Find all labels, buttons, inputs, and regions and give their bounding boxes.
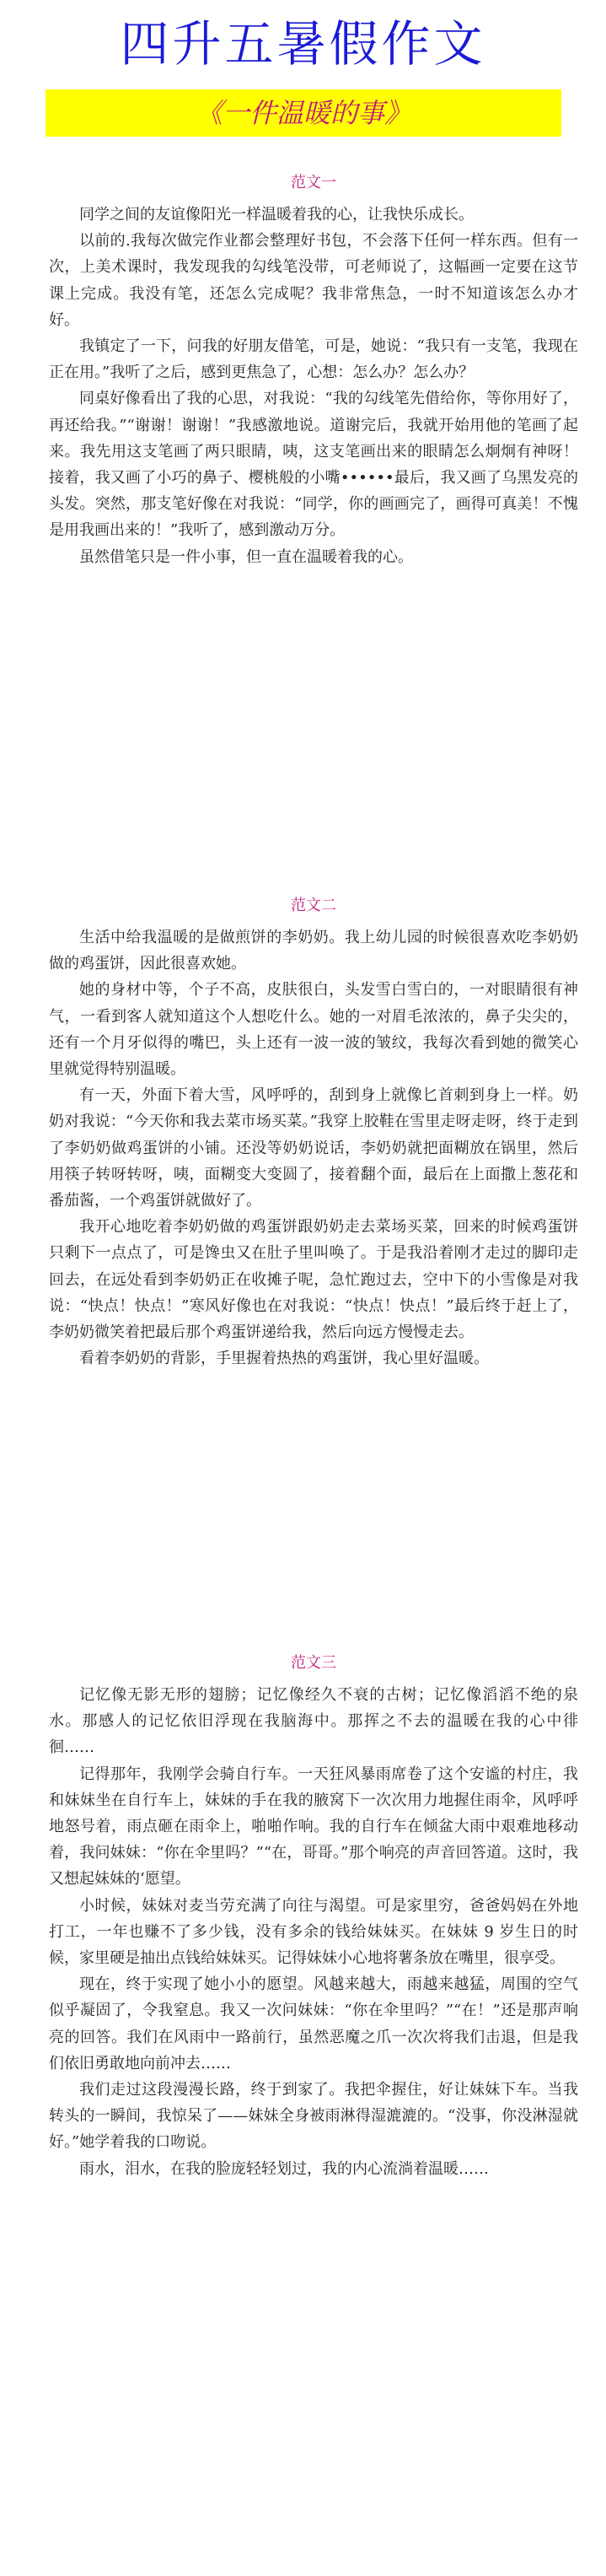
paragraph: 以前的.我每次做完作业都会整理好书包，不会落下任何一样东西。但有一次，上美术课时，我发现我的勾线笔没带，可老师说了，这幅画一定要在这节课上完成。我没有笔，还怎么完成呢？我非常焦急，一时不知道该怎么办才好。 <box>49 232 578 329</box>
paragraph: 生活中给我温暖的是做煎饼的李奶奶。我上幼儿园的时候很喜欢吃李奶奶做的鸡蛋饼，因此很喜欢她。 <box>49 929 578 973</box>
essay-heading: 范文三 <box>291 1654 336 1672</box>
page-title: 四升五暑假作文 <box>120 15 486 73</box>
paragraph: 我镇定了一下，问我的好朋友借笔，可是，她说：“我只有一支笔，我现在正在用。”我听了之后，感到更焦急了，心想：怎么办？怎么办？ <box>49 337 578 382</box>
paragraph: 有一天，外面下着大雪，风呼呼的，刮到身上就像匕首刺到身上一样。奶奶对我说：“今天你和我去菜市场买菜。”我穿上胶鞋在雪里走呀走呀，终于走到了李奶奶做鸡蛋饼的小铺。还没等奶奶说话，李奶奶就把面糊放在锅里，然后用筷子转呀转呀，咦，面糊变大变圆了，接着翻个面，最后在上面撒上葱花和番茄酱，一个鸡蛋饼就做好了。 <box>49 1086 578 1210</box>
essay-two <box>49 894 578 1372</box>
subtitle-banner <box>46 89 561 137</box>
paragraph: 记忆像无影无形的翅膀；记忆像经久不衰的古树；记忆像滔滔不绝的泉水。那感人的记忆依旧浮现在我脑海中。那挥之不去的温暖在我的心中徘徊…… <box>49 1686 578 1757</box>
paragraph: 虽然借笔只是一件小事，但一直在温暖着我的心。 <box>79 547 413 566</box>
essay-three <box>49 1652 578 2182</box>
paragraph: 她的身材中等，个子不高，皮肤很白，头发雪白雪白的，一对眼睛很有神气，一看到客人就知道这个人想吃什么。她的一对眉毛浓浓的，鼻子尖尖的，还有一个月牙似得的嘴巴，头上还有一波一波的皱纹，我每次看到她的微笑心里就觉得特别温暖。 <box>49 981 578 1079</box>
paragraph: 现在，终于实现了她小小的愿望。风越来越大，雨越来越猛，周围的空气似乎凝固了，令我窒息。我又一次问妹妹：“你在伞里吗？”“在！”还是那声响亮的回答。我们在风雨中一路前行，虽然恶魔之爪一次次将我们击退，但是我们依旧勇敢地向前冲去…… <box>49 1975 578 2072</box>
essay-heading: 范文二 <box>291 897 336 914</box>
subtitle: 《一件温暖的事》 <box>195 97 411 129</box>
essay-heading: 范文一 <box>291 174 336 191</box>
paragraph: 我开心地吃着李奶奶做的鸡蛋饼跟奶奶走去菜场买菜，回来的时候鸡蛋饼只剩下一点点了，可是馋虫又在肚子里叫唤了。于是我沿着刚才走过的脚印走回去，在远处看到李奶奶正在收摊子呢，急忙跑过去，空中下的小雪像是对我说：“快点！快点！”寒风好像也在对我说：“快点！快点！”最后终于赶上了，李奶奶微笑着把最后那个鸡蛋饼递给我，然后向远方慢慢走去。 <box>49 1218 578 1342</box>
paragraph: 雨水，泪水，在我的脸庞轻轻划过，我的内心流淌着温暖…… <box>79 2159 489 2178</box>
paragraph: 我们走过这段漫漫长路，终于到家了。我把伞握住，好让妹妹下车。当我转头的一瞬间，我惊呆了——妹妹全身被雨淋得湿漉漉的。“没事，你没淋湿就好。”她学着我的口吻说。 <box>49 2081 578 2152</box>
paragraph: 记得那年，我刚学会骑自行车。一天狂风暴雨席卷了这个安谧的村庄，我和妹妹坐在自行车上，妹妹的手在我的腋窝下一次次用力地握住雨伞，风呼呼地怒号着，雨点砸在雨伞上，啪啪作响。我的自行车在倾盆大雨中艰难地移动着，我问妹妹：“你在伞里吗？”“在，哥哥。”那个响亮的声音回答道。这时，我又想起妹妹的‘愿望。 <box>49 1765 578 1889</box>
paragraph: 看着李奶奶的背影，手里握着热热的鸡蛋饼，我心里好温暖。 <box>79 1350 489 1368</box>
paragraph: 同学之间的友谊像阳光一样温暖着我的心，让我快乐成长。 <box>79 206 474 224</box>
paragraph: 同桌好像看出了我的心思，对我说：“我的勾线笔先借给你，等你用好了，再还给我。”“谢谢！谢谢！”我感激地说。道谢完后，我就开始用他的笔画了起来。我先用这支笔画了两只眼睛，咦，这支笔画出来的眼睛怎么炯炯有神呀！接着，我又画了小巧的鼻子、樱桃般的小嘴••••••最后，我又画了乌黑发亮的头发。突然，那支笔好像在对我说：“同学，你的画画完了，画得可真美！不愧是用我画出来的！”我听了，感到激动万分。 <box>49 390 578 540</box>
paragraph: 小时候，妹妹对麦当劳充满了向往与渴望。可是家里穷，爸爸妈妈在外地打工，一年也赚不了多少钱，没有多余的钱给妹妹买。在妹妹 9 岁生日的时候，家里硬是抽出点钱给妹妹买。记得妹妹小心地将薯条放在嘴里，很享受。 <box>49 1896 578 1968</box>
essay-one <box>49 171 578 570</box>
